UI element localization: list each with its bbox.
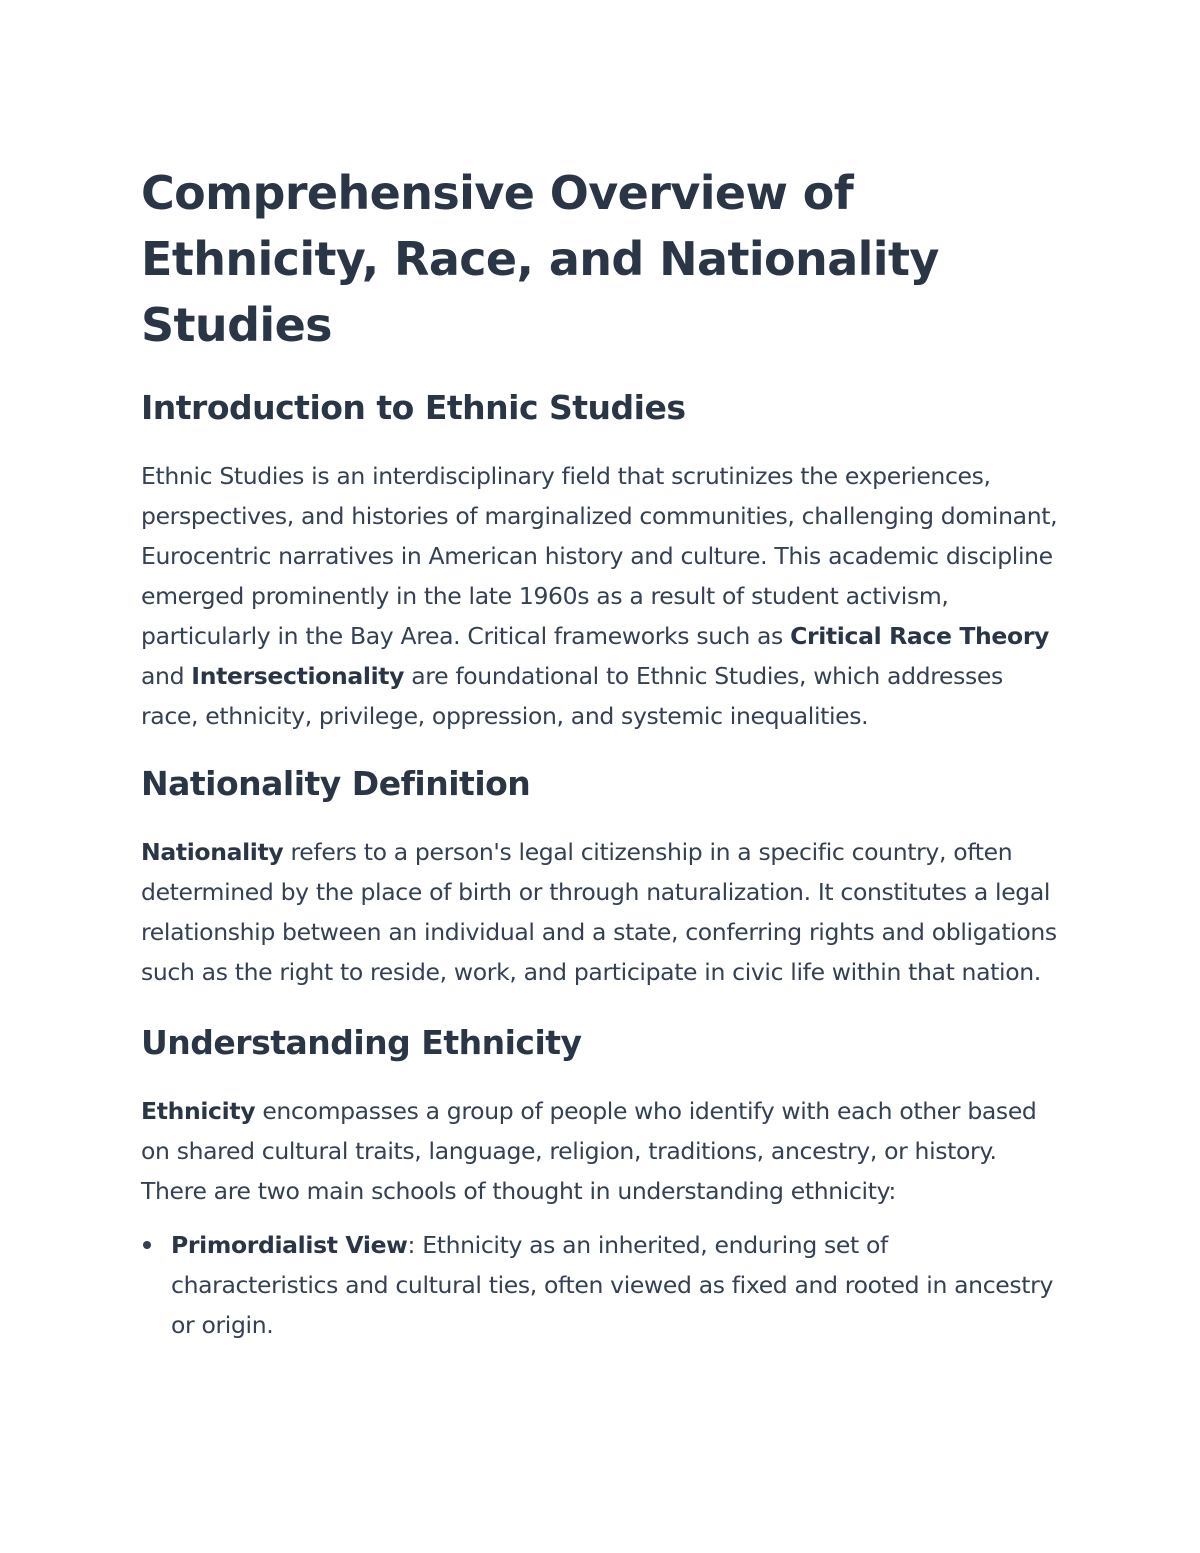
- paragraph-text: are foundational to Ethnic Studies, which addresses race, ethnicity, privilege, oppression, and systemic inequalities.: [141, 662, 1003, 730]
- list-item-text: : Ethnicity as an inherited, enduring set of characteristics and cultural ties, often viewed as fixed and rooted in ancestry or origin.: [171, 1231, 1054, 1339]
- section-heading-nationality: Nationality Definition: [141, 764, 531, 803]
- term-intersectionality: Intersectionality: [191, 662, 405, 690]
- section-heading-introduction: Introduction to Ethnic Studies: [141, 388, 686, 427]
- list-item: [141, 1225, 1061, 1345]
- section-paragraph-introduction: [141, 456, 1061, 736]
- section-paragraph-nationality: [141, 832, 1061, 992]
- paragraph-text: encompasses a group of people who identify with each other based on shared cultural traits, language, religion, traditions, ancestry, or history. There are two main schools of thought in understanding ethnicity:: [141, 1097, 1037, 1205]
- term-nationality: Nationality: [141, 838, 284, 866]
- page-title: Comprehensive Overview of Ethnicity, Race, and Nationality Studies: [141, 166, 939, 352]
- term-critical-race-theory: Critical Race Theory: [790, 622, 1050, 650]
- paragraph-text: refers to a person's legal citizenship in a specific country, often determined by the place of birth or through naturalization. It constitutes a legal relationship between an individual and a state, conferring rights and obligations such as the right to reside, work, and participate in civic life within that nation.: [141, 838, 1057, 986]
- ethnicity-views-list: [141, 1225, 1061, 1345]
- bullet-icon: [143, 1241, 151, 1249]
- paragraph-text: and: [141, 662, 192, 690]
- section-heading-ethnicity: Understanding Ethnicity: [141, 1023, 582, 1062]
- list-item-term: Primordialist View: [171, 1231, 408, 1259]
- section-paragraph-ethnicity: [141, 1091, 1061, 1211]
- paragraph-text: Ethnic Studies is an interdisciplinary field that scrutinizes the experiences, perspectives, and histories of marginalized communities, challenging dominant, Eurocentric narratives in American history and culture. This academic discipline emerged prominently in the late 1960s as a result of student activism, particularly in the Bay Area. Critical frameworks such as: [141, 462, 1058, 650]
- document-page: [141, 160, 1061, 1345]
- term-ethnicity: Ethnicity: [141, 1097, 256, 1125]
